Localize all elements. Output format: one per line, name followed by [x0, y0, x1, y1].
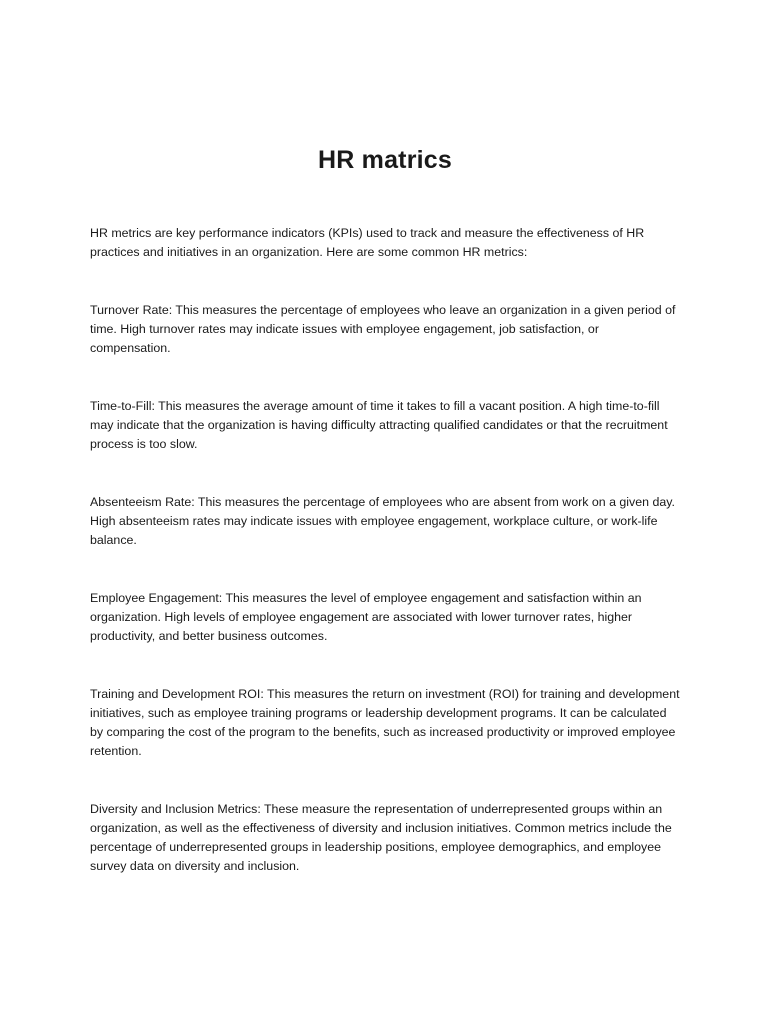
paragraph-turnover-rate: Turnover Rate: This measures the percentage of employees who leave an organization in a given period of time. High turnover rates may indicate issues with employee engagement, job satisfaction, or compensation.	[90, 303, 676, 355]
paragraph-intro: HR metrics are key performance indicators (KPIs) used to track and measure the effectiveness of HR practices and initiatives in an organization. Here are some common HR metrics:	[90, 226, 645, 259]
paragraph-time-to-fill: Time-to-Fill: This measures the average amount of time it takes to fill a vacant position. A high time-to-fill may indicate that the organization is having difficulty attracting qualified candidates or that the recruitment process is too slow.	[90, 399, 668, 451]
paragraph-employee-engagement: Employee Engagement: This measures the level of employee engagement and satisfaction within an organization. High levels of employee engagement are associated with lower turnover rates, higher productivity, and better business outcomes.	[90, 591, 642, 643]
document-body	[90, 140, 680, 915]
paragraph-training-roi: Training and Development ROI: This measures the return on investment (ROI) for training and development initiatives, such as employee training programs or leadership development programs. It can be calculated by comparing the cost of the program to the benefits, such as increased productivity or improved employee retention.	[90, 687, 680, 758]
paragraph-diversity-inclusion: Diversity and Inclusion Metrics: These measure the representation of underrepresented groups within an organization, as well as the effectiveness of diversity and inclusion initiatives. Common metrics include the percentage of underrepresented groups in leadership positions, employee demographics, and employee survey data on diversity and inclusion.	[90, 802, 672, 873]
document-title: HR matrics	[318, 146, 452, 174]
paragraph-absenteeism-rate: Absenteeism Rate: This measures the percentage of employees who are absent from work on a given day. High absenteeism rates may indicate issues with employee engagement, workplace culture, or work-life balance.	[90, 495, 675, 547]
